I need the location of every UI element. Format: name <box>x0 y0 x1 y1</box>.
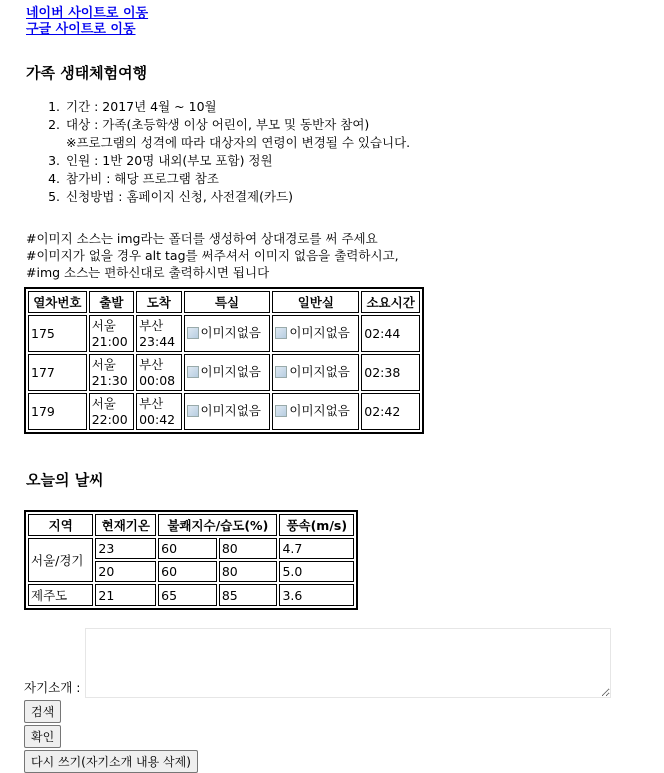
col-header: 풍속(m/s) <box>279 514 354 536</box>
region: 제주도 <box>28 584 93 606</box>
humidity: 85 <box>219 584 278 606</box>
reset-button[interactable]: 다시 쓰기(자기소개 내용 삭제) <box>24 750 198 773</box>
temperature: 20 <box>95 561 156 582</box>
general-seat: 이미지없음 <box>272 393 359 430</box>
col-header: 지역 <box>28 514 93 536</box>
notes <box>26 230 646 281</box>
note-line: #이미지가 없을 경우 alt tag를 써주셔서 이미지 없음을 출력하시고, <box>26 248 399 263</box>
confirm-button[interactable]: 확인 <box>24 725 61 748</box>
note-line: #이미지 소스는 img라는 폴더를 생성하여 상대경로를 써 주세요 <box>26 231 378 246</box>
departure: 서울 21:00 <box>89 315 134 352</box>
duration: 02:44 <box>361 315 420 352</box>
departure: 서울 22:00 <box>89 393 134 430</box>
region: 서울/경기 <box>28 538 93 582</box>
naver-link[interactable]: 네이버 사이트로 이동 <box>26 6 149 21</box>
col-header: 현재기온 <box>95 514 156 536</box>
trip-title: 가족 생태체험여행 <box>26 64 148 82</box>
broken-image-icon <box>187 327 199 339</box>
discomfort-index: 65 <box>158 584 217 606</box>
target-note: ※프로그램의 성격에 따라 대상자의 연령이 변경될 수 있습니다. <box>66 135 411 150</box>
col-header: 특실 <box>184 291 271 313</box>
page-content <box>24 6 656 769</box>
arrival: 부산 23:44 <box>136 315 181 352</box>
discomfort-index: 60 <box>158 561 217 582</box>
train-no: 177 <box>28 354 87 391</box>
weather-table <box>24 510 358 610</box>
intro-textarea[interactable] <box>85 628 611 698</box>
train-no: 175 <box>28 315 87 352</box>
trip-info-list <box>26 98 664 206</box>
special-seat: 이미지없음 <box>184 315 271 352</box>
table-row <box>28 354 420 391</box>
table-row <box>28 315 420 352</box>
list-item: 2. 대상 : 가족(초등학생 이상 어린이, 부모 및 동반자 참여) ※프로그램의 성격에 따라 대상자의 연령이 변경될 수 있습니다. <box>64 116 664 152</box>
general-seat: 이미지없음 <box>272 354 359 391</box>
intro-form <box>24 628 654 773</box>
wind-speed: 3.6 <box>279 584 354 606</box>
col-header: 일반실 <box>272 291 359 313</box>
wind-speed: 5.0 <box>279 561 354 582</box>
special-seat: 이미지없음 <box>184 354 271 391</box>
humidity: 80 <box>219 538 278 559</box>
intro-label: 자기소개 : <box>24 680 81 695</box>
temperature: 23 <box>95 538 156 559</box>
table-row <box>28 538 354 559</box>
humidity: 80 <box>219 561 278 582</box>
general-seat: 이미지없음 <box>272 315 359 352</box>
arrival: 부산 00:08 <box>136 354 181 391</box>
table-header-row <box>28 514 354 536</box>
col-header: 출발 <box>89 291 134 313</box>
weather-title: 오늘의 날씨 <box>26 471 104 489</box>
special-seat: 이미지없음 <box>184 393 271 430</box>
list-item: 1. 기간 : 2017년 4월 ~ 10월 <box>64 98 664 116</box>
train-no: 179 <box>28 393 87 430</box>
list-item: 5. 신청방법 : 홈페이지 신청, 사전결제(카드) <box>64 188 664 206</box>
broken-image-icon <box>187 366 199 378</box>
arrival: 부산 00:42 <box>136 393 181 430</box>
list-item: 3. 인원 : 1반 20명 내외(부모 포함) 정원 <box>64 152 664 170</box>
broken-image-icon <box>187 405 199 417</box>
broken-image-icon <box>275 405 287 417</box>
broken-image-icon <box>275 366 287 378</box>
note-line: #img 소스는 편하신대로 출력하시면 됩니다 <box>26 265 270 280</box>
list-item: 4. 참가비 : 해당 프로그램 참조 <box>64 170 664 188</box>
table-row <box>28 584 354 606</box>
table-header-row <box>28 291 420 313</box>
search-button[interactable]: 검색 <box>24 700 61 723</box>
duration: 02:42 <box>361 393 420 430</box>
col-header: 열차번호 <box>28 291 87 313</box>
departure: 서울 21:30 <box>89 354 134 391</box>
google-link[interactable]: 구글 사이트로 이동 <box>26 22 136 37</box>
col-header: 소요시간 <box>361 291 420 313</box>
train-table <box>24 287 424 434</box>
col-header: 도착 <box>136 291 181 313</box>
duration: 02:38 <box>361 354 420 391</box>
table-row <box>28 393 420 430</box>
discomfort-index: 60 <box>158 538 217 559</box>
wind-speed: 4.7 <box>279 538 354 559</box>
temperature: 21 <box>95 584 156 606</box>
col-header: 불쾌지수/습도(%) <box>158 514 277 536</box>
broken-image-icon <box>275 327 287 339</box>
